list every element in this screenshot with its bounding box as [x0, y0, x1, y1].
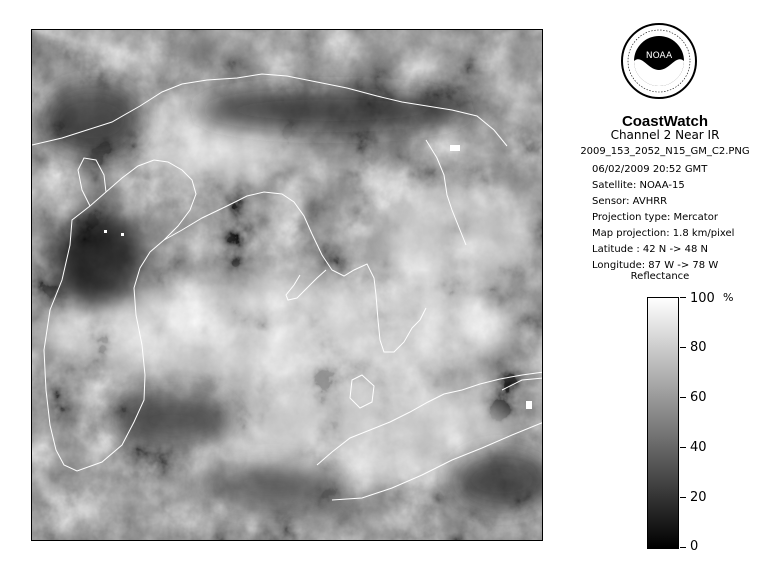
- longitude-range: Longitude: 87 W -> 78 W: [592, 260, 719, 271]
- satellite-map-svg: [32, 30, 543, 541]
- colorbar-tick: [680, 347, 686, 348]
- map-projection: Map projection: 1.8 km/pixel: [592, 228, 735, 239]
- colorbar-tick-label: 40: [690, 440, 707, 455]
- projection-type: Projection type: Mercator: [592, 212, 718, 223]
- channel-label: Channel 2 Near IR: [610, 128, 720, 142]
- colorbar-tick-label: 80: [690, 340, 707, 355]
- datetime: 06/02/2009 20:52 GMT: [592, 164, 708, 175]
- satellite-label: Satellite: NOAA-15: [592, 180, 685, 191]
- satellite-image: [31, 29, 543, 541]
- colorbar-unit: %: [723, 291, 734, 304]
- colorbar-title: Reflectance: [630, 271, 690, 282]
- colorbar-tick: [680, 397, 686, 398]
- noaa-logo-icon: [620, 22, 698, 100]
- colorbar-tick: [680, 547, 686, 548]
- sensor-label: Sensor: AVHRR: [592, 196, 668, 207]
- colorbar-tick-label: 60: [690, 390, 707, 405]
- colorbar-tick: [680, 497, 686, 498]
- reflectance-colorbar: [647, 297, 679, 549]
- colorbar-tick-label: 20: [690, 490, 707, 505]
- colorbar-tick: [680, 297, 686, 298]
- noaa-logo-text: NOAA: [645, 51, 673, 61]
- colorbar-tick: [680, 447, 686, 448]
- product-name: CoastWatch: [621, 113, 709, 130]
- image-filename: 2009_153_2052_N15_GM_C2.PNG: [580, 146, 750, 157]
- colorbar-tick-label: 0: [690, 539, 699, 554]
- colorbar-tick-label: 100: [690, 291, 715, 306]
- latitude-range: Latitude : 42 N -> 48 N: [592, 244, 708, 255]
